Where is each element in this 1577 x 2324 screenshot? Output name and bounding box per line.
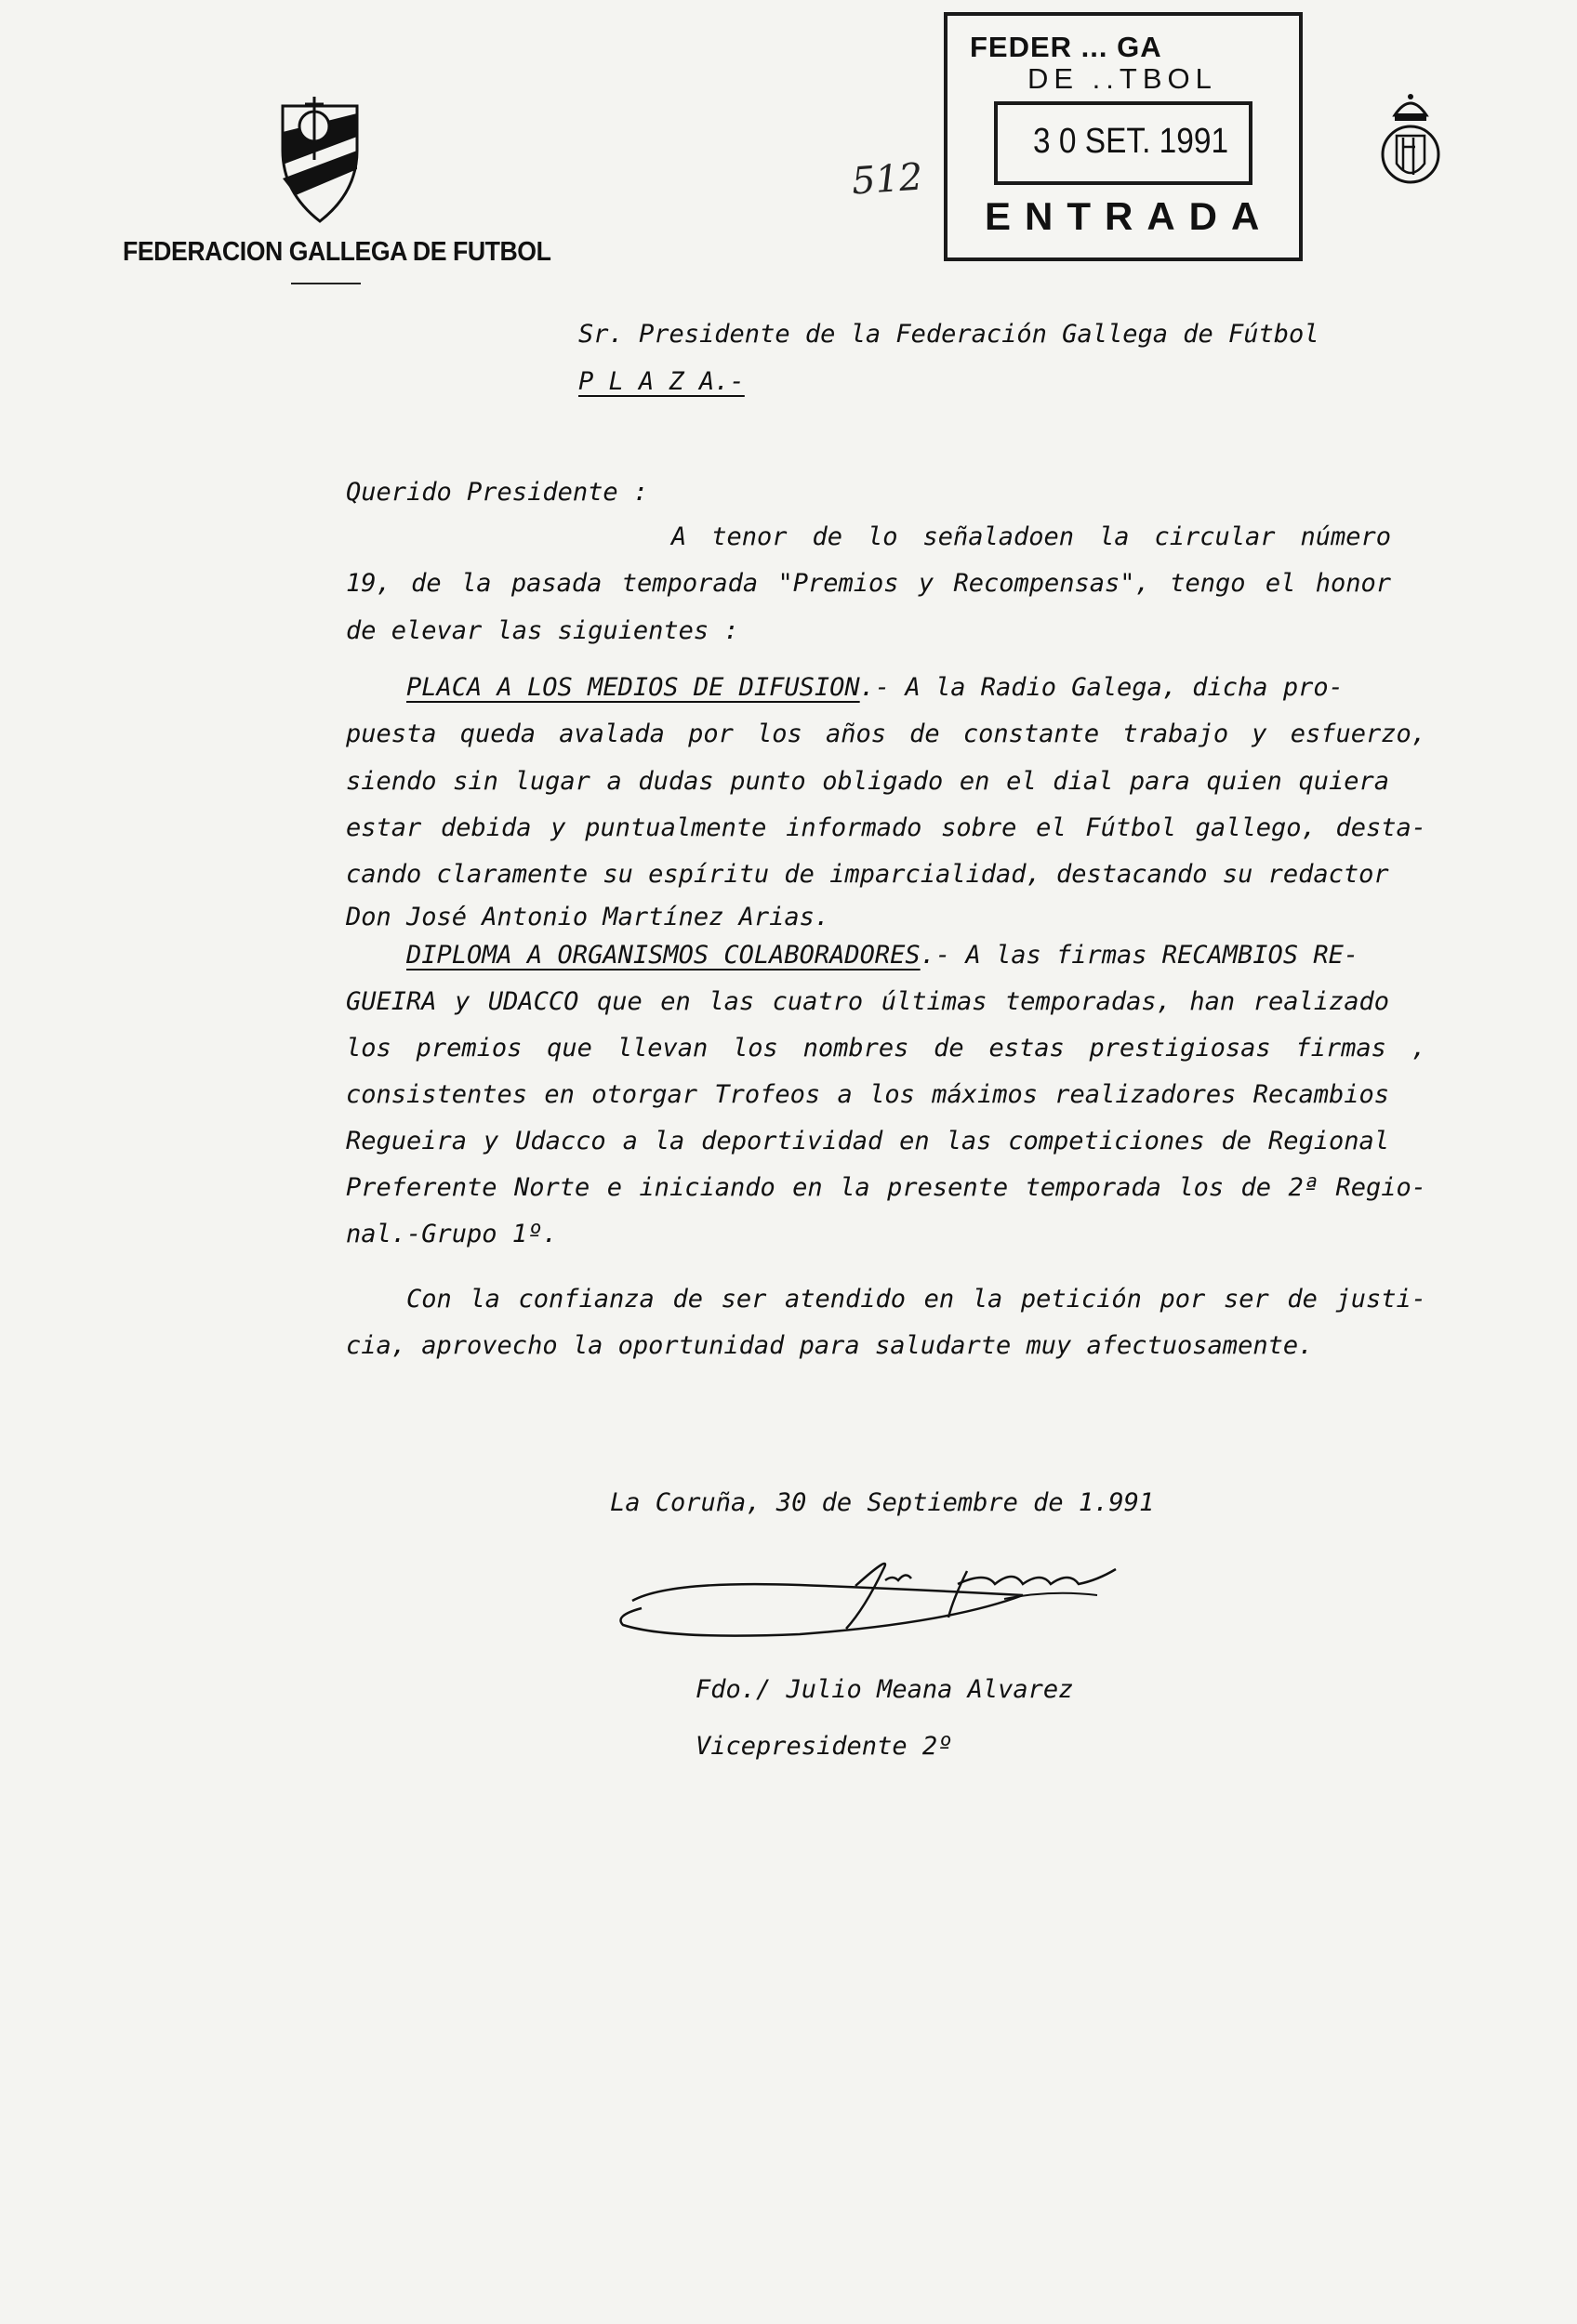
intro-line-1: A tenor de lo señaladoen la circular número	[671, 522, 1391, 551]
header-divider	[291, 283, 361, 284]
stamp-line-1: FEDER ... GA	[970, 31, 1162, 63]
stamp-date: 3 0 SET. 1991	[1033, 122, 1229, 161]
section1-line-4: estar debida y puntualmente informado sobre el Fútbol gallego, desta-	[346, 813, 1426, 842]
signed-by: Fdo./ Julio Meana Alvarez	[696, 1675, 1074, 1704]
royal-crown-crest-logo	[1378, 89, 1443, 191]
closing-line-1: Con la confianza de ser atendido en la petición por ser de justi-	[406, 1285, 1426, 1314]
section1-heading: PLACA A LOS MEDIOS DE DIFUSION	[406, 673, 860, 702]
section2-first-line	[406, 943, 1429, 968]
federation-name: FEDERACION GALLEGA DE FUTBOL	[123, 237, 551, 267]
stamp-date-box	[994, 101, 1252, 185]
section2-line-3: los premios que llevan los nombres de estas prestigiosas firmas ,	[346, 1034, 1426, 1063]
section1-first-line	[406, 675, 1429, 700]
salutation: Querido Presidente :	[346, 478, 649, 507]
closing-line-2: cia, aprovecho la oportunidad para saludarte muy afectuosamente.	[346, 1331, 1314, 1360]
section2-heading: DIPLOMA A ORGANISMOS COLABORADORES	[406, 941, 921, 970]
section1-line1-rest: .- A la Radio Galega, dicha pro-	[859, 673, 1344, 702]
recipient-line-1: Sr. Presidente de la Federación Gallega de Fútbol	[578, 320, 1319, 349]
section2-line-6: Preferente Norte e iniciando en la presente temporada los de 2ª Regio-	[346, 1173, 1426, 1202]
section1-line-3: siendo sin lugar a dudas punto obligado en el dial para quien quiera	[346, 767, 1389, 796]
stamp-entrada-label: ENTRADA	[985, 194, 1274, 238]
place-and-date: La Coruña, 30 de Septiembre de 1.991	[610, 1488, 1155, 1517]
handwritten-reference-number: 512	[850, 155, 924, 204]
intro-line-2: 19, de la pasada temporada "Premios y Recompensas", tengo el honor	[346, 569, 1391, 598]
section1-line-6: Don José Antonio Martínez Arias.	[346, 903, 830, 931]
signer-title: Vicepresidente 2º	[696, 1732, 953, 1761]
section1-line-5: cando claramente su espíritu de imparcialidad, destacando su redactor	[346, 860, 1389, 889]
intro-line-3: de elevar las siguientes :	[346, 616, 739, 645]
section1-line-2: puesta queda avalada por los años de constante trabajo y esfuerzo,	[346, 720, 1426, 748]
section2-line-7: nal.-Grupo 1º.	[346, 1220, 558, 1248]
recipient-line-2: P L A Z A.-	[578, 367, 745, 396]
handwritten-signature	[614, 1543, 1134, 1655]
section2-line1-rest: .- A las firmas RECAMBIOS RE-	[920, 941, 1359, 970]
stamp-line-2: DE ..TBOL	[1027, 62, 1217, 95]
entry-stamp	[944, 12, 1303, 261]
section2-line-5: Regueira y Udacco a la deportividad en las competiciones de Regional	[346, 1127, 1389, 1155]
federation-crest-logo	[277, 95, 363, 225]
section2-line-4: consistentes en otorgar Trofeos a los máximos realizadores Recambios	[346, 1080, 1389, 1109]
section2-line-2: GUEIRA y UDACCO que en las cuatro últimas temporadas, han realizado	[346, 987, 1389, 1016]
